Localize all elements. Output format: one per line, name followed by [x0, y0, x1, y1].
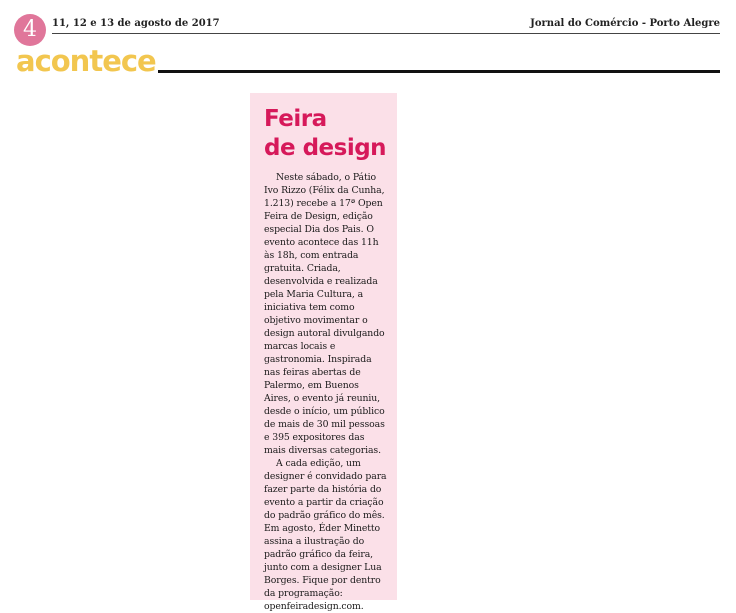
headline-line-2: de design	[264, 135, 387, 161]
publication-name: Jornal do Comércio - Porto Alegre	[530, 18, 720, 29]
section-title: acontece	[16, 44, 156, 78]
headline-line-1: Feira	[264, 106, 327, 132]
article-headline	[264, 105, 388, 163]
article-body	[264, 171, 388, 613]
edition-date: 11, 12 e 13 de agosto de 2017	[52, 18, 220, 29]
article-paragraph-1: Neste sábado, o Pátio Ivo Rizzo (Félix da Cunha, 1.213) recebe a 17ª Open Feira de Design, edição especial Dia dos Pais. O evento acontece das 11h às 18h, com entrada gratuita. Criada, desenvolvida e realizada pela Maria Cultura, a iniciativa tem como objetivo movimentar o design autoral divulgando marcas locais e gastronomia. Inspirada nas feiras abertas de Palermo, em Buenos Aires, o evento já reuniu, desde o início, um público de mais de 30 mil pessoas e 395 expositores das mais diversas categorias.	[264, 172, 385, 456]
article-box	[250, 93, 397, 612]
article-paragraph-2: A cada edição, um designer é convidado para fazer parte da história do evento a partir da criação do padrão gráfico do mês. Em agosto, Éder Minetto assina a ilustração do padrão gráfico da feira, junto com a designer Lua Borges. Fique por dentro da programação: openfeiradesign.com.	[264, 458, 387, 612]
section-divider	[158, 70, 720, 73]
page-number-badge: 4	[14, 14, 46, 46]
header-divider	[52, 33, 720, 34]
